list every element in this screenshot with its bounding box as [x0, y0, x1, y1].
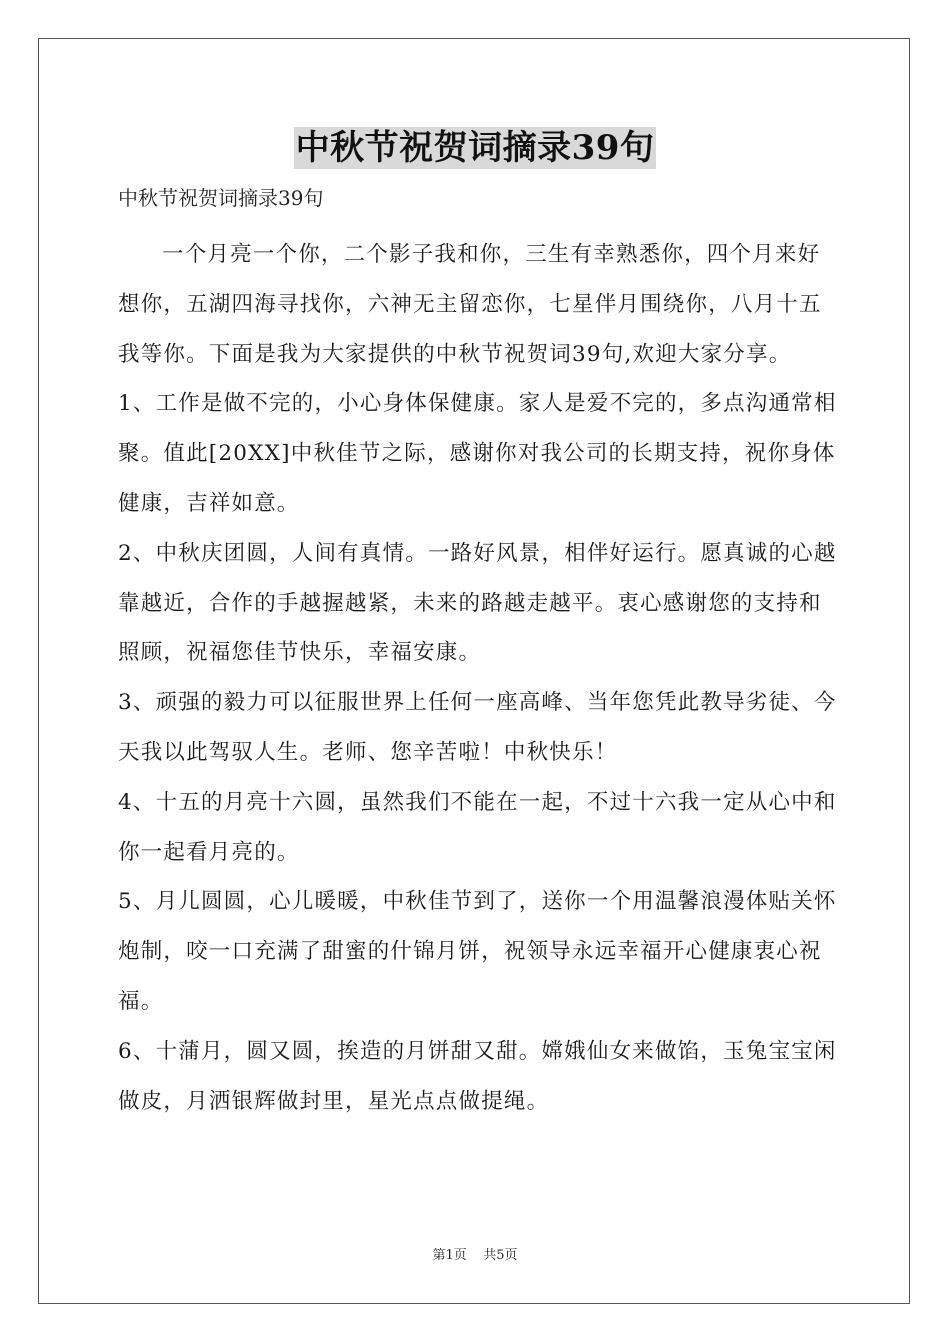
greeting-item-3: 3、顽强的毅力可以征服世界上任何一座高峰、当年您凭此教导劣徒、今天我以此驾驭人生。老师、您辛苦啦！中秋快乐！ [118, 690, 837, 765]
document-body [118, 230, 838, 1126]
title-container [0, 127, 950, 169]
greeting-item-1: 1、工作是做不完的，小心身体保健康。家人是爱不完的，多点沟通常相聚。值此[20XX]中秋佳节之际，感谢你对我公司的长期支持，祝你身体健康，吉祥如意。 [118, 391, 837, 516]
greeting-item-2: 2、中秋庆团圆，人间有真情。一路好风景，相伴好运行。愿真诚的心越靠越近，合作的手越握越紧，未来的路越走越平。衷心感谢您的支持和照顾，祝福您佳节快乐，幸福安康。 [118, 540, 837, 666]
intro-paragraph: 一个月亮一个你，二个影子我和你，三生有幸熟悉你，四个月来好想你，五湖四海寻找你，六神无主留恋你，七星伴月围绕你，八月十五我等你。下面是我为大家提供的中秋节祝贺词39句,欢迎大家分享。 [118, 242, 822, 367]
document-title: 中秋节祝贺词摘录39句 [295, 128, 655, 168]
page-number-current: 第1页 [432, 1248, 467, 1263]
page-number-total: 共5页 [483, 1248, 518, 1263]
page-footer [0, 1246, 950, 1266]
document-subtitle: 中秋节祝贺词摘录39句 [118, 186, 324, 210]
greeting-item-4: 4、十五的月亮十六圆，虽然我们不能在一起，不过十六我一定从心中和你一起看月亮的。 [118, 789, 837, 865]
greeting-item-6: 6、十蒲月，圆又圆，挨造的月饼甜又甜。嫦娥仙女来做馅，玉兔宝宝闲做皮，月洒银辉做封里，星光点点做提绳。 [118, 1038, 837, 1114]
greeting-item-5: 5、月儿圆圆，心儿暖暖，中秋佳节到了，送你一个用温馨浪漫体贴关怀炮制，咬一口充满了甜蜜的什锦月饼，祝领导永远幸福开心健康衷心祝福。 [118, 889, 837, 1014]
